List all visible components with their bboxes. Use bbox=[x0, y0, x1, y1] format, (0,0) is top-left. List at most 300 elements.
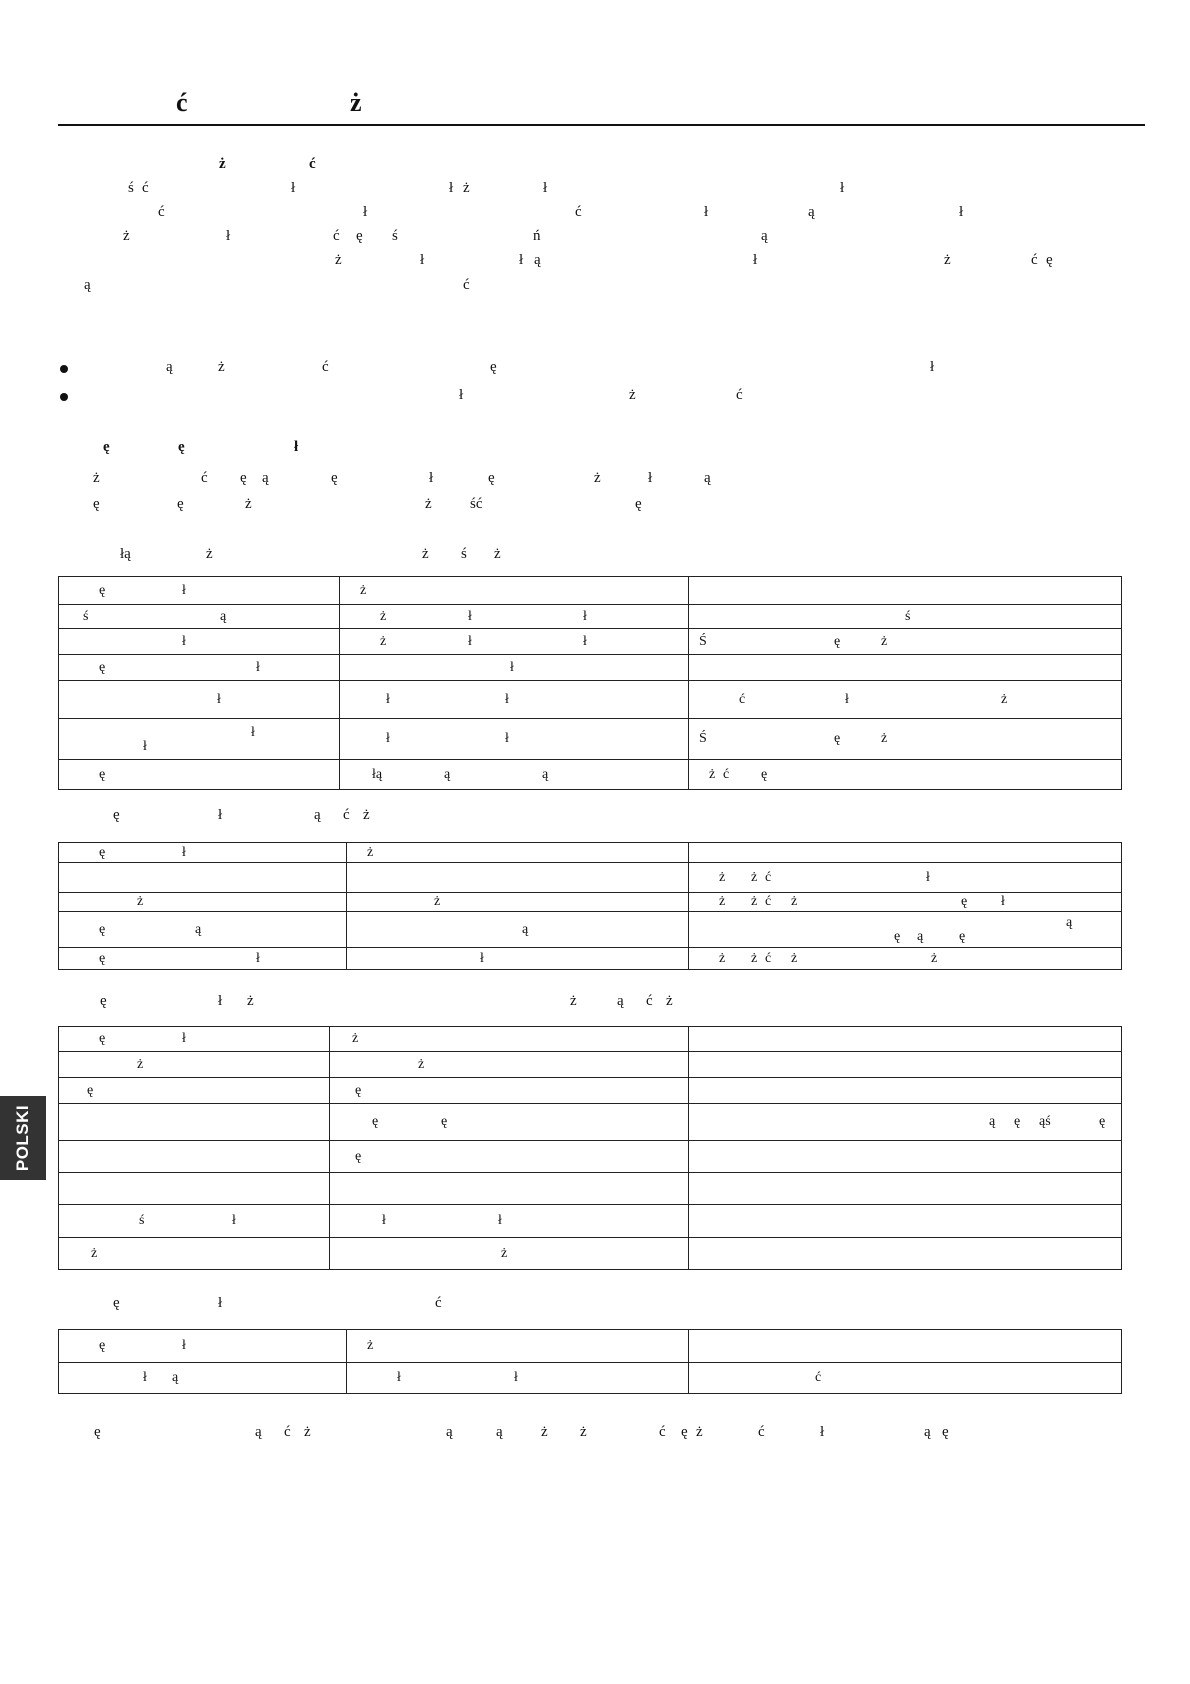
text-glyph: ł bbox=[143, 739, 147, 754]
table-cell bbox=[347, 912, 689, 948]
intro-line bbox=[58, 252, 1145, 276]
text-glyph: ż bbox=[418, 1056, 425, 1072]
text-glyph: ą bbox=[924, 1424, 931, 1440]
table-cell bbox=[330, 1078, 689, 1104]
text-glyph: ż bbox=[425, 496, 432, 512]
section-line bbox=[58, 496, 1145, 520]
text-glyph: ę bbox=[961, 894, 968, 909]
text-glyph: ł bbox=[753, 252, 758, 268]
table-row bbox=[59, 1052, 1122, 1078]
text-glyph: ż bbox=[594, 470, 601, 486]
text-glyph: ć bbox=[463, 277, 470, 293]
text-glyph: ż bbox=[335, 252, 342, 268]
table-cell bbox=[689, 719, 1122, 760]
table-row bbox=[59, 948, 1122, 970]
text-glyph: ł bbox=[840, 180, 845, 196]
text-glyph: ż bbox=[363, 807, 370, 823]
table-caption bbox=[58, 807, 1145, 831]
text-glyph: ę bbox=[99, 659, 106, 675]
text-glyph: ż bbox=[944, 252, 951, 268]
table-row bbox=[59, 1141, 1122, 1173]
text-glyph: ę bbox=[942, 1424, 949, 1440]
text-glyph: ł bbox=[468, 633, 472, 649]
table-cell bbox=[347, 843, 689, 863]
table-cell bbox=[689, 863, 1122, 893]
text-glyph: ż bbox=[791, 950, 798, 966]
table-cell bbox=[59, 1052, 330, 1078]
table-cell bbox=[340, 681, 689, 719]
text-glyph: ę bbox=[1099, 1114, 1106, 1129]
text-glyph: ł bbox=[820, 1424, 825, 1440]
text-glyph: ż bbox=[304, 1424, 311, 1440]
intro-line bbox=[58, 204, 1145, 228]
text-glyph: ę bbox=[635, 496, 642, 512]
spec-table-1 bbox=[58, 576, 1122, 790]
table-cell bbox=[59, 760, 340, 790]
text-glyph: ł bbox=[256, 659, 260, 675]
text-glyph: ł bbox=[510, 659, 514, 675]
table-row bbox=[59, 655, 1122, 681]
text-glyph: ę bbox=[93, 496, 100, 512]
text-glyph: ł bbox=[291, 180, 296, 196]
text-glyph: ą bbox=[255, 1424, 262, 1440]
text-glyph: ż bbox=[881, 731, 888, 746]
text-glyph: ł bbox=[648, 470, 653, 486]
table-cell bbox=[689, 629, 1122, 655]
text-glyph: ę bbox=[177, 496, 184, 512]
text-glyph: ł bbox=[449, 180, 454, 196]
table-cell bbox=[330, 1141, 689, 1173]
text-glyph: ę bbox=[355, 1082, 362, 1098]
text-glyph: ł bbox=[143, 1370, 147, 1385]
text-glyph: ą bbox=[542, 766, 549, 782]
text-glyph: ć bbox=[142, 180, 149, 196]
table-cell bbox=[59, 863, 347, 893]
table-cell bbox=[340, 605, 689, 629]
table-cell bbox=[689, 948, 1122, 970]
text-glyph: ż bbox=[91, 1245, 98, 1261]
text-glyph: ą bbox=[446, 1424, 453, 1440]
table-cell bbox=[340, 629, 689, 655]
table-row bbox=[59, 760, 1122, 790]
intro-heading bbox=[58, 156, 1145, 180]
text-glyph: ś bbox=[128, 180, 134, 196]
text-glyph: ł bbox=[959, 204, 964, 220]
table-cell bbox=[59, 1027, 330, 1052]
text-glyph: ś bbox=[139, 1213, 145, 1228]
table-row bbox=[59, 1363, 1122, 1394]
text-glyph: ż bbox=[137, 894, 144, 909]
text-glyph: ł bbox=[217, 691, 221, 707]
text-glyph: ł bbox=[182, 582, 186, 598]
text-glyph: ż bbox=[247, 993, 254, 1009]
text-glyph: ć bbox=[765, 869, 772, 885]
text-glyph: ż bbox=[463, 180, 470, 196]
table-row bbox=[59, 1104, 1122, 1141]
text-glyph: ę bbox=[761, 766, 768, 782]
language-tab bbox=[0, 1096, 46, 1180]
table-cell bbox=[689, 1205, 1122, 1238]
text-glyph: ą bbox=[704, 470, 711, 486]
text-glyph: ć bbox=[758, 1424, 765, 1440]
table-cell bbox=[689, 577, 1122, 605]
text-glyph: ż bbox=[1001, 691, 1008, 707]
table-row bbox=[59, 719, 1122, 760]
text-glyph: ś bbox=[83, 608, 89, 624]
text-glyph: ł bbox=[182, 1338, 186, 1353]
text-glyph: ę bbox=[113, 807, 120, 823]
table-cell bbox=[689, 1104, 1122, 1141]
table-cell bbox=[59, 1078, 330, 1104]
table-cell bbox=[59, 1104, 330, 1141]
text-glyph: ż bbox=[367, 844, 374, 860]
text-glyph: ł bbox=[505, 731, 509, 746]
text-glyph: ę bbox=[834, 633, 841, 649]
footer-line bbox=[58, 1424, 1145, 1448]
text-glyph: ę bbox=[99, 844, 106, 860]
text-glyph: ę bbox=[1046, 252, 1053, 268]
table-cell bbox=[689, 681, 1122, 719]
text-glyph: ż bbox=[360, 582, 367, 598]
text-glyph: ą bbox=[617, 993, 624, 1009]
table-cell bbox=[59, 1363, 347, 1394]
text-glyph: ł bbox=[583, 633, 587, 649]
table-cell bbox=[347, 1330, 689, 1363]
text-glyph: ł bbox=[543, 180, 548, 196]
text-glyph: ą bbox=[496, 1424, 503, 1440]
text-glyph: ł bbox=[429, 470, 434, 486]
table-cell bbox=[689, 1027, 1122, 1052]
text-glyph: ż bbox=[709, 766, 716, 782]
table-cell bbox=[689, 843, 1122, 863]
table-row bbox=[59, 863, 1122, 893]
table-row bbox=[59, 1027, 1122, 1052]
table-cell bbox=[59, 719, 340, 760]
table-row bbox=[59, 1173, 1122, 1205]
text-glyph: ż bbox=[434, 894, 441, 909]
table-row bbox=[59, 1205, 1122, 1238]
table-cell bbox=[689, 1238, 1122, 1270]
text-glyph: ę bbox=[441, 1114, 448, 1129]
text-glyph: ę bbox=[99, 921, 106, 937]
text-glyph: ą bbox=[989, 1114, 996, 1129]
text-glyph: ę bbox=[87, 1082, 94, 1098]
text-glyph: ł bbox=[182, 633, 186, 649]
table-row bbox=[59, 577, 1122, 605]
text-glyph: ł bbox=[505, 691, 509, 707]
text-glyph: ż bbox=[206, 546, 213, 562]
title-glyph: ż bbox=[350, 88, 362, 117]
text-glyph: ę bbox=[355, 1148, 362, 1164]
table-cell bbox=[330, 1205, 689, 1238]
table-cell bbox=[59, 1141, 330, 1173]
table-row bbox=[59, 681, 1122, 719]
text-glyph: ż bbox=[541, 1424, 548, 1440]
table-cell bbox=[59, 893, 347, 912]
text-glyph: ę bbox=[99, 1031, 106, 1046]
table-cell bbox=[330, 1104, 689, 1141]
text-glyph: ć bbox=[333, 228, 340, 244]
text-glyph: ż bbox=[219, 156, 226, 172]
text-glyph: ą bbox=[522, 921, 529, 937]
table-cell bbox=[340, 760, 689, 790]
table-row bbox=[59, 843, 1122, 863]
text-glyph: ż bbox=[123, 228, 130, 244]
table-row bbox=[59, 912, 1122, 948]
text-glyph: ć bbox=[158, 204, 165, 220]
text-glyph: ł bbox=[182, 844, 186, 860]
text-glyph: ą bbox=[444, 766, 451, 782]
table-cell bbox=[689, 1363, 1122, 1394]
text-glyph: ę bbox=[1014, 1114, 1021, 1129]
text-glyph: ę bbox=[178, 439, 185, 455]
text-glyph: ć bbox=[575, 204, 582, 220]
text-glyph: ę bbox=[490, 359, 497, 375]
text-glyph: ł bbox=[182, 1031, 186, 1046]
text-glyph: ż bbox=[422, 546, 429, 562]
text-glyph: ż bbox=[352, 1031, 359, 1046]
text-glyph: ż bbox=[570, 993, 577, 1009]
table-cell bbox=[340, 719, 689, 760]
text-glyph: ż bbox=[719, 894, 726, 909]
table-cell bbox=[59, 681, 340, 719]
text-glyph: Ś bbox=[699, 633, 707, 649]
table-cell bbox=[330, 1238, 689, 1270]
text-glyph: ł bbox=[704, 204, 709, 220]
text-glyph: ł bbox=[480, 950, 484, 966]
table-cell bbox=[347, 863, 689, 893]
text-glyph: ę bbox=[681, 1424, 688, 1440]
text-glyph: ś bbox=[905, 608, 911, 624]
text-glyph: ą bbox=[220, 608, 227, 624]
text-glyph: ł bbox=[930, 359, 935, 375]
section-line bbox=[58, 470, 1145, 494]
text-glyph: ć bbox=[646, 993, 653, 1009]
table-cell bbox=[689, 1141, 1122, 1173]
table-cell bbox=[59, 912, 347, 948]
text-glyph: ż bbox=[696, 1424, 703, 1440]
text-glyph: ą bbox=[172, 1370, 179, 1385]
table-cell bbox=[59, 605, 340, 629]
text-glyph: ł bbox=[420, 252, 425, 268]
text-glyph: ć bbox=[343, 807, 350, 823]
text-glyph: ć bbox=[723, 766, 730, 782]
table-cell bbox=[689, 893, 1122, 912]
bullet-line bbox=[58, 359, 1145, 383]
text-glyph: ł bbox=[386, 691, 390, 707]
text-glyph: ć bbox=[765, 950, 772, 966]
text-glyph: ł bbox=[218, 993, 223, 1009]
table-row bbox=[59, 1330, 1122, 1363]
text-glyph: ł bbox=[251, 725, 255, 740]
table-cell bbox=[59, 1205, 330, 1238]
text-glyph: ł bbox=[845, 691, 849, 707]
text-glyph: ę bbox=[959, 929, 966, 945]
table-row bbox=[59, 605, 1122, 629]
text-glyph: ą bbox=[262, 470, 269, 486]
table-cell bbox=[59, 948, 347, 970]
text-glyph: ą bbox=[761, 228, 768, 244]
text-glyph: ć bbox=[284, 1424, 291, 1440]
text-glyph: ę bbox=[331, 470, 338, 486]
text-glyph: ć bbox=[322, 359, 329, 375]
text-glyph: ł bbox=[519, 252, 524, 268]
text-glyph: ł bbox=[386, 731, 390, 746]
table-cell bbox=[59, 1330, 347, 1363]
text-glyph: ż bbox=[137, 1056, 144, 1072]
table-caption bbox=[58, 993, 1145, 1017]
text-glyph: ą bbox=[1066, 914, 1073, 930]
text-glyph: ę bbox=[99, 1338, 106, 1353]
text-glyph: ą bbox=[917, 929, 924, 945]
table-cell bbox=[59, 629, 340, 655]
table-cell bbox=[689, 1078, 1122, 1104]
table-cell bbox=[330, 1052, 689, 1078]
text-glyph: ę bbox=[834, 731, 841, 746]
text-glyph: ż bbox=[629, 387, 636, 403]
text-glyph: ł bbox=[459, 387, 464, 403]
text-glyph: łą bbox=[372, 766, 383, 782]
text-glyph: ł bbox=[397, 1370, 401, 1385]
text-glyph: ę bbox=[894, 929, 901, 945]
intro-line bbox=[58, 228, 1145, 252]
text-glyph: ł bbox=[256, 950, 260, 966]
text-glyph: ż bbox=[501, 1245, 508, 1261]
table-cell bbox=[59, 1238, 330, 1270]
text-glyph: ą bbox=[314, 807, 321, 823]
table-cell bbox=[689, 655, 1122, 681]
table-cell bbox=[330, 1173, 689, 1205]
text-glyph: ę bbox=[99, 582, 106, 598]
text-glyph: ą bbox=[195, 921, 202, 937]
text-glyph: ł bbox=[363, 204, 368, 220]
table-cell bbox=[340, 655, 689, 681]
text-glyph: ł bbox=[1001, 894, 1005, 909]
text-glyph: ż bbox=[881, 633, 888, 649]
text-glyph: ę bbox=[372, 1114, 379, 1129]
text-glyph: ć bbox=[815, 1370, 822, 1385]
text-glyph: ę bbox=[103, 439, 110, 455]
table-cell bbox=[689, 912, 1122, 948]
table-cell bbox=[59, 843, 347, 863]
language-tab-label: POLSKI bbox=[13, 1104, 32, 1172]
text-glyph: ę bbox=[99, 766, 106, 782]
table-cell bbox=[330, 1027, 689, 1052]
text-glyph: ż bbox=[380, 608, 387, 624]
text-glyph: ż bbox=[719, 950, 726, 966]
text-glyph: ć bbox=[201, 470, 208, 486]
table-cell bbox=[59, 1173, 330, 1205]
text-glyph: ć bbox=[739, 691, 746, 707]
text-glyph: ę bbox=[94, 1424, 101, 1440]
table-row bbox=[59, 629, 1122, 655]
table-row bbox=[59, 1078, 1122, 1104]
text-glyph: ą bbox=[808, 204, 815, 220]
text-glyph: ż bbox=[494, 546, 501, 562]
text-glyph: ż bbox=[719, 869, 726, 885]
text-glyph: ć bbox=[1031, 252, 1038, 268]
text-glyph: ć bbox=[309, 156, 316, 172]
text-glyph: ż bbox=[93, 470, 100, 486]
text-glyph: ł bbox=[218, 1295, 223, 1311]
intro-line bbox=[58, 277, 1145, 301]
text-glyph: ł bbox=[926, 869, 930, 885]
table-row bbox=[59, 1238, 1122, 1270]
section-heading bbox=[58, 439, 1145, 463]
title-glyph: ć bbox=[176, 88, 188, 117]
table-cell bbox=[347, 1363, 689, 1394]
table-cell bbox=[689, 605, 1122, 629]
text-glyph: ę bbox=[240, 470, 247, 486]
text-glyph: ą bbox=[534, 252, 541, 268]
text-glyph: ż bbox=[380, 633, 387, 649]
table-cell bbox=[59, 577, 340, 605]
text-glyph: ą bbox=[166, 359, 173, 375]
table-cell bbox=[340, 577, 689, 605]
text-glyph: ł bbox=[382, 1213, 386, 1228]
table-cell bbox=[689, 1330, 1122, 1363]
text-glyph: ć bbox=[765, 894, 772, 909]
text-glyph: ś bbox=[392, 228, 398, 244]
text-glyph: ż bbox=[751, 950, 758, 966]
text-glyph: ę bbox=[113, 1295, 120, 1311]
text-glyph: ł bbox=[294, 439, 299, 455]
table-cell bbox=[347, 948, 689, 970]
text-glyph: ż bbox=[931, 950, 938, 966]
text-glyph: Ś bbox=[699, 731, 707, 746]
table-cell bbox=[689, 1173, 1122, 1205]
text-glyph: ę bbox=[99, 950, 106, 966]
text-glyph: ąś bbox=[1039, 1114, 1051, 1129]
text-glyph: ż bbox=[751, 869, 758, 885]
bullet-line bbox=[58, 387, 1145, 411]
table-caption bbox=[58, 1295, 1145, 1319]
text-glyph: ę bbox=[356, 228, 363, 244]
text-glyph: ę bbox=[100, 993, 107, 1009]
text-glyph: ż bbox=[580, 1424, 587, 1440]
table-cell bbox=[689, 760, 1122, 790]
text-glyph: ł bbox=[498, 1213, 502, 1228]
text-glyph: ą bbox=[84, 277, 91, 293]
spec-table-2 bbox=[58, 842, 1122, 970]
text-glyph: ł bbox=[583, 608, 587, 624]
table-cell bbox=[689, 1052, 1122, 1078]
text-glyph: ż bbox=[367, 1338, 374, 1353]
text-glyph: ż bbox=[791, 894, 798, 909]
text-glyph: ć bbox=[435, 1295, 442, 1311]
intro-line bbox=[58, 180, 1145, 204]
text-glyph: ł bbox=[468, 608, 472, 624]
text-glyph: ł bbox=[218, 807, 223, 823]
text-glyph: ż bbox=[245, 496, 252, 512]
text-glyph: ż bbox=[751, 894, 758, 909]
table-cell bbox=[347, 893, 689, 912]
table-caption bbox=[58, 546, 1145, 570]
table-row bbox=[59, 893, 1122, 912]
text-glyph: ć bbox=[736, 387, 743, 403]
text-glyph: ł bbox=[514, 1370, 518, 1385]
text-glyph: ść bbox=[470, 496, 483, 512]
text-glyph: ł bbox=[232, 1213, 236, 1228]
text-glyph: ż bbox=[666, 993, 673, 1009]
text-glyph: ż bbox=[218, 359, 225, 375]
text-glyph: ę bbox=[488, 470, 495, 486]
spec-table-4 bbox=[58, 1329, 1122, 1394]
text-glyph: ś bbox=[461, 546, 467, 562]
text-glyph: ł bbox=[226, 228, 231, 244]
text-glyph: łą bbox=[120, 546, 131, 562]
table-cell bbox=[59, 655, 340, 681]
